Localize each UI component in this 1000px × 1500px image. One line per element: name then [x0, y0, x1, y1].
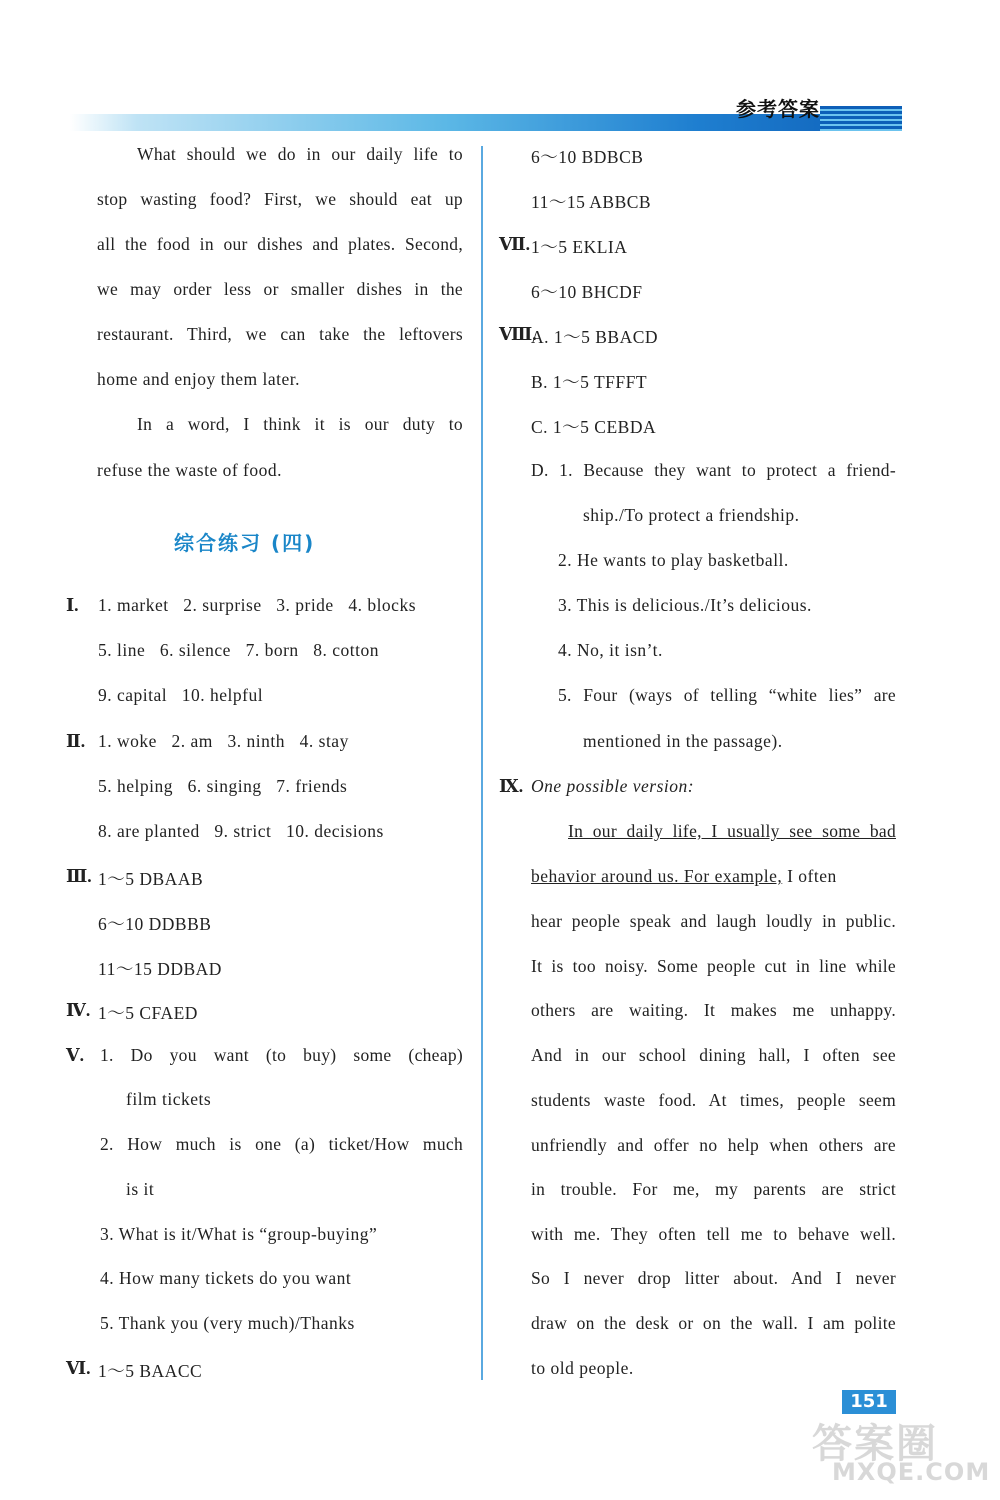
roman-numeral: Ⅶ. [499, 234, 531, 254]
underlined-text: behavior around us. For example, [531, 866, 783, 886]
answer-line: film tickets [126, 1089, 212, 1109]
essay-line: It is too noisy. Some people cut in line while [531, 956, 896, 976]
answer-line: is it [126, 1179, 155, 1199]
essay-line: all the food in our dishes and plates. Second, [97, 234, 463, 254]
answer-line: 11～15 DDBAD [98, 959, 222, 979]
roman-numeral: Ⅳ. [66, 1000, 91, 1020]
essay-line: with me. They often tell me to behave well. [531, 1224, 896, 1244]
essay-line: In a word, I think it is our duty to [137, 414, 463, 434]
answer-line: 5. Four (ways of telling “white lies” are [558, 685, 896, 705]
essay-line: So I never drop litter about. And I never [531, 1268, 896, 1288]
roman-numeral: Ⅱ. [66, 731, 86, 751]
essay-line: in trouble. For me, my parents are strict [531, 1179, 896, 1199]
answer-line: 1. Do you want (to buy) some (cheap) [100, 1045, 463, 1065]
essay-line: students waste food. At times, people seem [531, 1090, 896, 1110]
roman-numeral: Ⅸ. [499, 776, 524, 796]
essay-line: hear people speak and laugh loudly in public. [531, 911, 896, 931]
header-title: 参考答案 [736, 97, 820, 121]
roman-numeral: Ⅴ. [66, 1045, 84, 1065]
answer-line: 6～10 DDBBB [98, 914, 212, 934]
answer-line: 3. This is delicious./It’s delicious. [558, 595, 812, 615]
answer-line: C. 1～5 CEBDA [531, 417, 657, 437]
roman-numeral: Ⅲ. [66, 866, 92, 886]
underlined-line: In our daily life, I usually see some bad [568, 821, 896, 841]
answer-line: 4. No, it isn’t. [558, 640, 663, 660]
essay-line: home and enjoy them later. [97, 369, 301, 389]
answer-line: 4. How many tickets do you want [100, 1268, 352, 1288]
essay-line: unfriendly and offer no help when others are [531, 1135, 896, 1155]
answer-line: mentioned in the passage). [583, 731, 783, 751]
answer-line: 2. How much is one (a) ticket/How much [100, 1134, 463, 1154]
watermark-url: MXQE.COM [832, 1458, 991, 1486]
answer-line: 1～5 EKLIA [531, 237, 628, 257]
answer-line: 5. line 6. silence 7. born 8. cotton [98, 640, 380, 660]
essay-line: refuse the waste of food. [97, 460, 283, 480]
essay-line-mixed [531, 866, 837, 887]
answer-line: 3. What is it/What is “group-buying” [100, 1224, 378, 1244]
essay-line: others are waiting. It makes me unhappy. [531, 1000, 896, 1020]
answer-line: 6～10 BDBCB [531, 147, 644, 167]
answer-line: 1～5 CFAED [98, 1003, 198, 1023]
answer-line: 1～5 BAACC [98, 1361, 203, 1381]
essay-line: And in our school dining hall, I often see [531, 1045, 896, 1065]
answer-line: 6～10 BHCDF [531, 282, 643, 302]
roman-numeral: Ⅵ. [66, 1358, 91, 1378]
answer-line: ship./To protect a friendship. [583, 505, 800, 525]
header-stripes [820, 106, 902, 131]
version-label: One possible version: [531, 776, 695, 796]
roman-numeral: Ⅰ. [66, 595, 79, 615]
answer-line: D. 1. Because they want to protect a friend- [531, 460, 896, 480]
section-title: 综合练习 (四) [174, 531, 316, 555]
answer-line: 1～5 DBAAB [98, 869, 204, 889]
column-divider [481, 146, 483, 1380]
answer-line: A. 1～5 BBACD [531, 327, 659, 347]
answer-line: 8. are planted 9. strict 10. decisions [98, 821, 384, 841]
answer-line: 11～15 ABBCB [531, 192, 652, 212]
roman-numeral: Ⅷ. [499, 324, 537, 344]
plain-text: I often [782, 866, 837, 886]
answer-line: B. 1～5 TFFFT [531, 372, 648, 392]
answer-line: 9. capital 10. helpful [98, 685, 264, 705]
page-number: 151 [842, 1390, 896, 1414]
watermark-logo: 答案圈 [812, 1421, 938, 1467]
answer-line: 1. market 2. surprise 3. pride 4. blocks [98, 595, 417, 615]
essay-line: What should we do in our daily life to [137, 144, 463, 164]
answer-line: 5. helping 6. singing 7. friends [98, 776, 348, 796]
essay-line: to old people. [531, 1358, 634, 1378]
essay-line: draw on the desk or on the wall. I am polite [531, 1313, 896, 1333]
essay-line: we may order less or smaller dishes in the [97, 279, 463, 299]
essay-line: restaurant. Third, we can take the leftovers [97, 324, 463, 344]
answer-line: 5. Thank you (very much)/Thanks [100, 1313, 355, 1333]
answer-line: 1. woke 2. am 3. ninth 4. stay [98, 731, 349, 751]
essay-line: stop wasting food? First, we should eat up [97, 189, 463, 209]
answer-line: 2. He wants to play basketball. [558, 550, 789, 570]
